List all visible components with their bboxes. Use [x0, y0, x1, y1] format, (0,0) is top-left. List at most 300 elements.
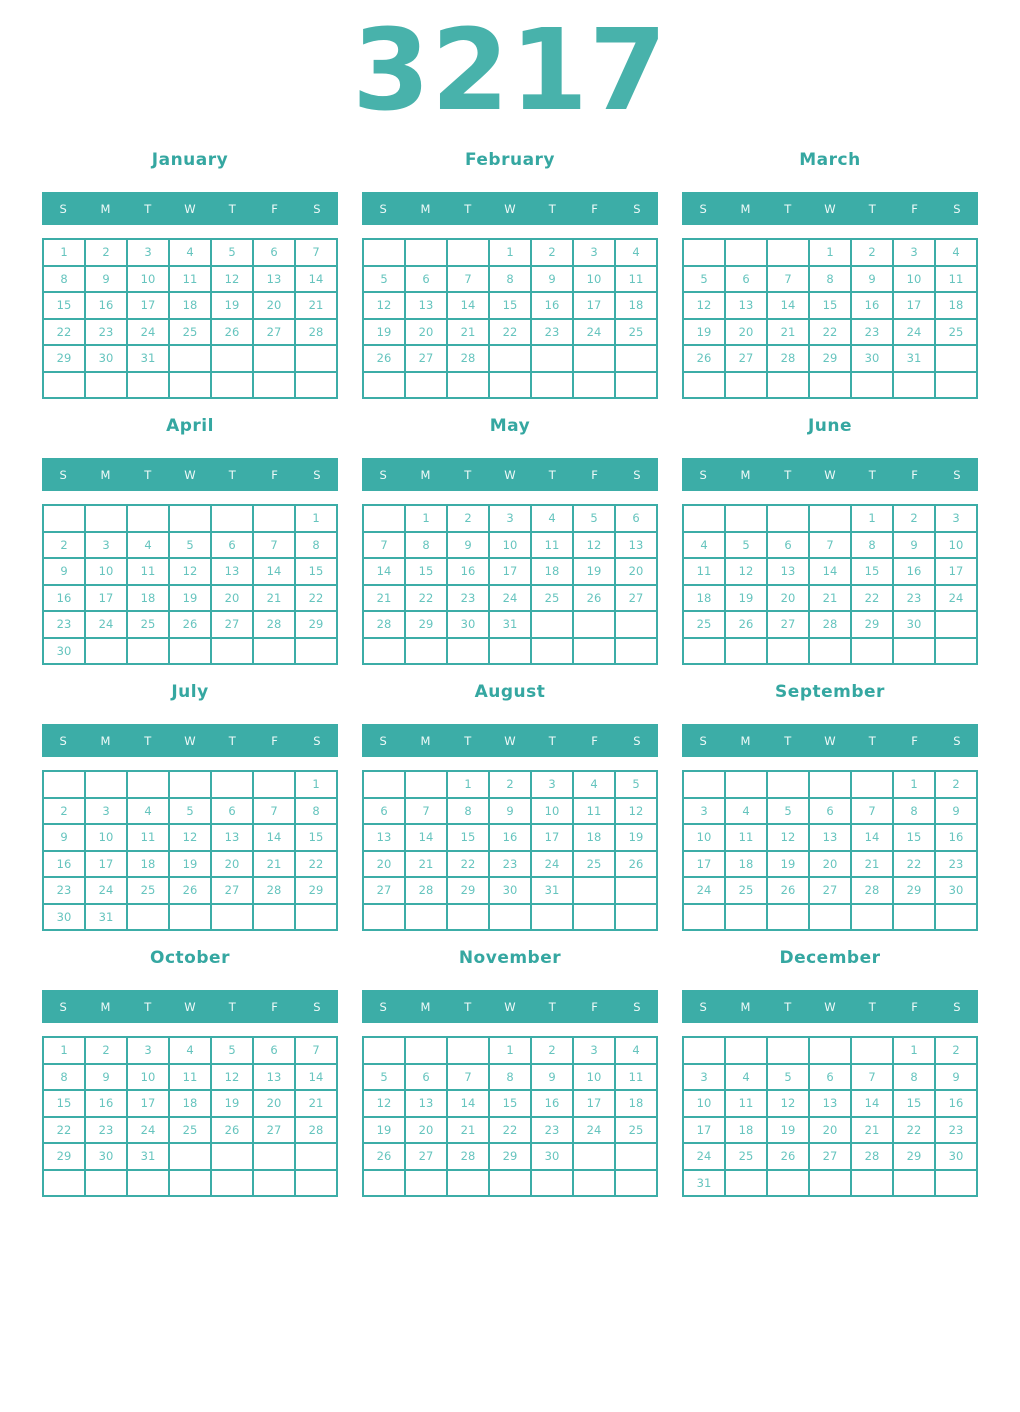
empty-day-cell	[725, 1037, 767, 1064]
day-cell: 13	[211, 558, 253, 585]
day-cell: 19	[725, 585, 767, 612]
day-cell: 30	[85, 345, 127, 372]
day-cell: 13	[211, 824, 253, 851]
weekday-header: S	[379, 201, 387, 216]
month-grid	[362, 238, 658, 399]
empty-day-cell	[615, 372, 657, 399]
empty-day-cell	[405, 1037, 447, 1064]
month-grid	[682, 1036, 978, 1197]
weekday-header-row	[362, 724, 658, 757]
week-row	[683, 824, 977, 851]
day-cell: 19	[767, 1117, 809, 1144]
day-cell: 20	[809, 1117, 851, 1144]
day-cell: 4	[725, 1064, 767, 1091]
day-cell: 20	[615, 558, 657, 585]
day-cell: 19	[767, 851, 809, 878]
day-cell: 23	[85, 319, 127, 346]
day-cell: 19	[363, 319, 405, 346]
day-cell: 3	[531, 771, 573, 798]
day-cell: 4	[683, 532, 725, 559]
day-cell: 2	[935, 1037, 977, 1064]
day-cell: 7	[447, 1064, 489, 1091]
day-cell: 27	[211, 877, 253, 904]
day-cell: 15	[489, 1090, 531, 1117]
empty-day-cell	[127, 505, 169, 532]
empty-day-cell	[295, 904, 337, 931]
day-cell: 12	[363, 292, 405, 319]
day-cell: 16	[935, 824, 977, 851]
empty-day-cell	[405, 904, 447, 931]
day-cell: 17	[489, 558, 531, 585]
day-cell: 16	[531, 1090, 573, 1117]
month-grid	[42, 238, 338, 399]
empty-day-cell	[893, 372, 935, 399]
weekday-header: T	[548, 467, 556, 482]
day-cell: 10	[683, 1090, 725, 1117]
day-cell: 11	[615, 266, 657, 293]
day-cell: 27	[253, 1117, 295, 1144]
weekday-header: T	[868, 999, 876, 1014]
weekday-header: F	[271, 999, 278, 1014]
empty-day-cell	[85, 505, 127, 532]
day-cell: 20	[767, 585, 809, 612]
day-cell: 1	[489, 239, 531, 266]
week-row	[683, 532, 977, 559]
empty-day-cell	[489, 904, 531, 931]
day-cell: 4	[169, 239, 211, 266]
day-cell: 12	[211, 1064, 253, 1091]
day-cell: 6	[253, 239, 295, 266]
empty-day-cell	[851, 1170, 893, 1197]
day-cell: 30	[935, 1143, 977, 1170]
week-row	[683, 292, 977, 319]
day-cell: 24	[573, 1117, 615, 1144]
weekday-header: S	[633, 201, 641, 216]
empty-day-cell	[447, 1170, 489, 1197]
weekday-header: S	[953, 467, 961, 482]
weekday-header-row	[42, 458, 338, 491]
month-title: February	[464, 150, 556, 170]
day-cell: 12	[169, 558, 211, 585]
day-cell: 8	[893, 1064, 935, 1091]
day-cell: 26	[211, 319, 253, 346]
weekday-header: S	[699, 999, 707, 1014]
day-cell: 11	[531, 532, 573, 559]
months-grid	[0, 150, 1020, 1197]
week-row	[683, 1170, 977, 1197]
day-cell: 22	[43, 1117, 85, 1144]
weekday-header: F	[911, 733, 918, 748]
weekday-header: T	[464, 201, 472, 216]
day-cell: 11	[127, 558, 169, 585]
weekday-header: T	[868, 733, 876, 748]
weekday-header: S	[699, 733, 707, 748]
month-march	[682, 150, 978, 399]
empty-day-cell	[127, 638, 169, 665]
weekday-header: W	[824, 201, 836, 216]
empty-day-cell	[615, 1170, 657, 1197]
empty-day-cell	[447, 239, 489, 266]
empty-day-cell	[573, 1143, 615, 1170]
weekday-header: F	[591, 733, 598, 748]
empty-day-cell	[253, 771, 295, 798]
day-cell: 18	[725, 851, 767, 878]
day-cell: 24	[489, 585, 531, 612]
empty-day-cell	[683, 904, 725, 931]
day-cell: 10	[489, 532, 531, 559]
empty-day-cell	[767, 904, 809, 931]
empty-day-cell	[767, 771, 809, 798]
day-cell: 25	[169, 319, 211, 346]
empty-day-cell	[531, 904, 573, 931]
empty-day-cell	[531, 345, 573, 372]
weekday-header-row	[42, 192, 338, 225]
weekday-header: M	[420, 467, 431, 482]
weekday-header: M	[420, 733, 431, 748]
week-row	[43, 292, 337, 319]
week-row	[363, 771, 657, 798]
day-cell: 8	[295, 798, 337, 825]
day-cell: 14	[447, 292, 489, 319]
day-cell: 17	[935, 558, 977, 585]
month-november	[362, 948, 658, 1197]
empty-day-cell	[363, 505, 405, 532]
month-grid	[42, 770, 338, 931]
weekday-header: W	[504, 467, 516, 482]
day-cell: 20	[809, 851, 851, 878]
day-cell: 16	[85, 1090, 127, 1117]
year-title: 3217	[352, 6, 668, 136]
day-cell: 21	[447, 1117, 489, 1144]
day-cell: 9	[489, 798, 531, 825]
empty-day-cell	[127, 904, 169, 931]
month-grid	[682, 238, 978, 399]
day-cell: 31	[683, 1170, 725, 1197]
weekday-header: W	[184, 999, 196, 1014]
day-cell: 18	[725, 1117, 767, 1144]
empty-day-cell	[253, 372, 295, 399]
day-cell: 8	[43, 266, 85, 293]
weekday-header: T	[228, 733, 236, 748]
empty-day-cell	[767, 1037, 809, 1064]
day-cell: 14	[809, 558, 851, 585]
day-cell: 9	[935, 1064, 977, 1091]
week-row	[43, 532, 337, 559]
empty-day-cell	[573, 372, 615, 399]
day-cell: 10	[127, 266, 169, 293]
day-cell: 28	[767, 345, 809, 372]
weekday-header: F	[911, 201, 918, 216]
empty-day-cell	[683, 505, 725, 532]
empty-day-cell	[767, 1170, 809, 1197]
day-cell: 14	[851, 1090, 893, 1117]
day-cell: 2	[893, 505, 935, 532]
day-cell: 5	[363, 266, 405, 293]
day-cell: 28	[253, 877, 295, 904]
day-cell: 14	[253, 824, 295, 851]
day-cell: 29	[43, 1143, 85, 1170]
day-cell: 29	[893, 1143, 935, 1170]
weekday-header: W	[504, 733, 516, 748]
weekday-header: S	[59, 733, 67, 748]
day-cell: 20	[363, 851, 405, 878]
weekday-header: S	[699, 201, 707, 216]
day-cell: 1	[489, 1037, 531, 1064]
empty-day-cell	[851, 638, 893, 665]
week-row	[363, 1037, 657, 1064]
week-row	[363, 877, 657, 904]
day-cell: 3	[127, 1037, 169, 1064]
day-cell: 13	[809, 824, 851, 851]
day-cell: 8	[447, 798, 489, 825]
empty-day-cell	[531, 638, 573, 665]
day-cell: 26	[573, 585, 615, 612]
day-cell: 20	[405, 1117, 447, 1144]
day-cell: 2	[447, 505, 489, 532]
day-cell: 24	[127, 319, 169, 346]
week-row	[43, 771, 337, 798]
day-cell: 11	[169, 266, 211, 293]
day-cell: 25	[615, 319, 657, 346]
week-row	[683, 266, 977, 293]
day-cell: 6	[211, 798, 253, 825]
week-row	[363, 638, 657, 665]
empty-day-cell	[211, 372, 253, 399]
day-cell: 17	[893, 292, 935, 319]
week-row	[43, 319, 337, 346]
day-cell: 6	[615, 505, 657, 532]
day-cell: 15	[809, 292, 851, 319]
weekday-header: T	[784, 201, 792, 216]
week-row	[683, 1117, 977, 1144]
empty-day-cell	[725, 638, 767, 665]
empty-day-cell	[211, 638, 253, 665]
week-row	[43, 851, 337, 878]
empty-day-cell	[169, 372, 211, 399]
weekday-header: F	[591, 467, 598, 482]
day-cell: 24	[127, 1117, 169, 1144]
empty-day-cell	[851, 372, 893, 399]
day-cell: 2	[851, 239, 893, 266]
empty-day-cell	[43, 1170, 85, 1197]
day-cell: 27	[615, 585, 657, 612]
empty-day-cell	[767, 372, 809, 399]
week-row	[683, 638, 977, 665]
day-cell: 23	[447, 585, 489, 612]
empty-day-cell	[573, 638, 615, 665]
day-cell: 12	[683, 292, 725, 319]
week-row	[683, 798, 977, 825]
day-cell: 9	[85, 1064, 127, 1091]
month-grid	[42, 1036, 338, 1197]
week-row	[363, 824, 657, 851]
day-cell: 10	[935, 532, 977, 559]
day-cell: 26	[169, 611, 211, 638]
day-cell: 18	[615, 1090, 657, 1117]
day-cell: 8	[489, 266, 531, 293]
day-cell: 19	[615, 824, 657, 851]
day-cell: 30	[85, 1143, 127, 1170]
day-cell: 17	[573, 292, 615, 319]
week-row	[683, 1090, 977, 1117]
empty-day-cell	[211, 904, 253, 931]
day-cell: 10	[573, 1064, 615, 1091]
day-cell: 26	[615, 851, 657, 878]
day-cell: 4	[127, 532, 169, 559]
empty-day-cell	[725, 1170, 767, 1197]
day-cell: 26	[725, 611, 767, 638]
empty-day-cell	[893, 638, 935, 665]
day-cell: 16	[85, 292, 127, 319]
day-cell: 15	[295, 824, 337, 851]
empty-day-cell	[725, 771, 767, 798]
empty-day-cell	[85, 638, 127, 665]
day-cell: 24	[85, 611, 127, 638]
day-cell: 19	[211, 1090, 253, 1117]
empty-day-cell	[253, 345, 295, 372]
empty-day-cell	[85, 1170, 127, 1197]
day-cell: 12	[573, 532, 615, 559]
day-cell: 26	[767, 1143, 809, 1170]
day-cell: 26	[211, 1117, 253, 1144]
weekday-header: T	[548, 733, 556, 748]
day-cell: 23	[531, 1117, 573, 1144]
weekday-header: F	[911, 467, 918, 482]
empty-day-cell	[935, 904, 977, 931]
empty-day-cell	[851, 771, 893, 798]
day-cell: 23	[531, 319, 573, 346]
day-cell: 25	[935, 319, 977, 346]
day-cell: 3	[127, 239, 169, 266]
day-cell: 11	[169, 1064, 211, 1091]
day-cell: 2	[43, 532, 85, 559]
month-grid	[682, 770, 978, 931]
day-cell: 9	[447, 532, 489, 559]
day-cell: 17	[573, 1090, 615, 1117]
day-cell: 4	[531, 505, 573, 532]
day-cell: 13	[253, 266, 295, 293]
empty-day-cell	[363, 1170, 405, 1197]
day-cell: 3	[683, 798, 725, 825]
day-cell: 13	[809, 1090, 851, 1117]
week-row	[363, 372, 657, 399]
month-grid	[42, 504, 338, 665]
empty-day-cell	[809, 1037, 851, 1064]
month-june	[682, 416, 978, 665]
week-row	[683, 771, 977, 798]
day-cell: 2	[531, 1037, 573, 1064]
day-cell: 19	[169, 585, 211, 612]
day-cell: 1	[43, 1037, 85, 1064]
empty-day-cell	[531, 611, 573, 638]
day-cell: 7	[851, 1064, 893, 1091]
day-cell: 22	[447, 851, 489, 878]
week-row	[683, 1143, 977, 1170]
day-cell: 16	[447, 558, 489, 585]
weekday-header: M	[100, 999, 111, 1014]
day-cell: 22	[809, 319, 851, 346]
empty-day-cell	[809, 505, 851, 532]
month-grid	[682, 504, 978, 665]
day-cell: 18	[683, 585, 725, 612]
empty-day-cell	[489, 638, 531, 665]
day-cell: 19	[683, 319, 725, 346]
weekday-header: T	[144, 201, 152, 216]
day-cell: 29	[809, 345, 851, 372]
day-cell: 4	[935, 239, 977, 266]
day-cell: 9	[43, 824, 85, 851]
day-cell: 13	[405, 292, 447, 319]
day-cell: 10	[127, 1064, 169, 1091]
day-cell: 11	[573, 798, 615, 825]
empty-day-cell	[683, 239, 725, 266]
day-cell: 5	[573, 505, 615, 532]
weekday-header: T	[228, 467, 236, 482]
empty-day-cell	[935, 638, 977, 665]
week-row	[363, 292, 657, 319]
day-cell: 28	[851, 1143, 893, 1170]
empty-day-cell	[295, 372, 337, 399]
weekday-header: T	[144, 999, 152, 1014]
day-cell: 15	[295, 558, 337, 585]
day-cell: 7	[253, 532, 295, 559]
month-title: August	[474, 682, 546, 702]
day-cell: 5	[767, 1064, 809, 1091]
empty-day-cell	[405, 1170, 447, 1197]
day-cell: 8	[489, 1064, 531, 1091]
weekday-header: S	[633, 467, 641, 482]
empty-day-cell	[405, 239, 447, 266]
day-cell: 23	[893, 585, 935, 612]
week-row	[363, 611, 657, 638]
week-row	[363, 1170, 657, 1197]
day-cell: 25	[531, 585, 573, 612]
weekday-header: F	[271, 733, 278, 748]
day-cell: 29	[295, 877, 337, 904]
day-cell: 21	[253, 585, 295, 612]
weekday-header: S	[59, 201, 67, 216]
day-cell: 9	[851, 266, 893, 293]
empty-day-cell	[573, 904, 615, 931]
empty-day-cell	[851, 904, 893, 931]
day-cell: 13	[253, 1064, 295, 1091]
weekday-header: S	[379, 999, 387, 1014]
empty-day-cell	[253, 904, 295, 931]
day-cell: 7	[295, 1037, 337, 1064]
day-cell: 3	[85, 798, 127, 825]
day-cell: 19	[169, 851, 211, 878]
weekday-header-row	[362, 192, 658, 225]
day-cell: 14	[447, 1090, 489, 1117]
empty-day-cell	[295, 345, 337, 372]
day-cell: 27	[809, 877, 851, 904]
day-cell: 25	[615, 1117, 657, 1144]
day-cell: 22	[893, 851, 935, 878]
day-cell: 18	[169, 292, 211, 319]
day-cell: 13	[405, 1090, 447, 1117]
empty-day-cell	[211, 1143, 253, 1170]
day-cell: 1	[851, 505, 893, 532]
month-grid	[362, 770, 658, 931]
day-cell: 5	[725, 532, 767, 559]
day-cell: 25	[725, 877, 767, 904]
day-cell: 1	[295, 771, 337, 798]
empty-day-cell	[683, 638, 725, 665]
weekday-header: S	[633, 999, 641, 1014]
empty-day-cell	[573, 611, 615, 638]
day-cell: 25	[169, 1117, 211, 1144]
weekday-header: T	[784, 999, 792, 1014]
